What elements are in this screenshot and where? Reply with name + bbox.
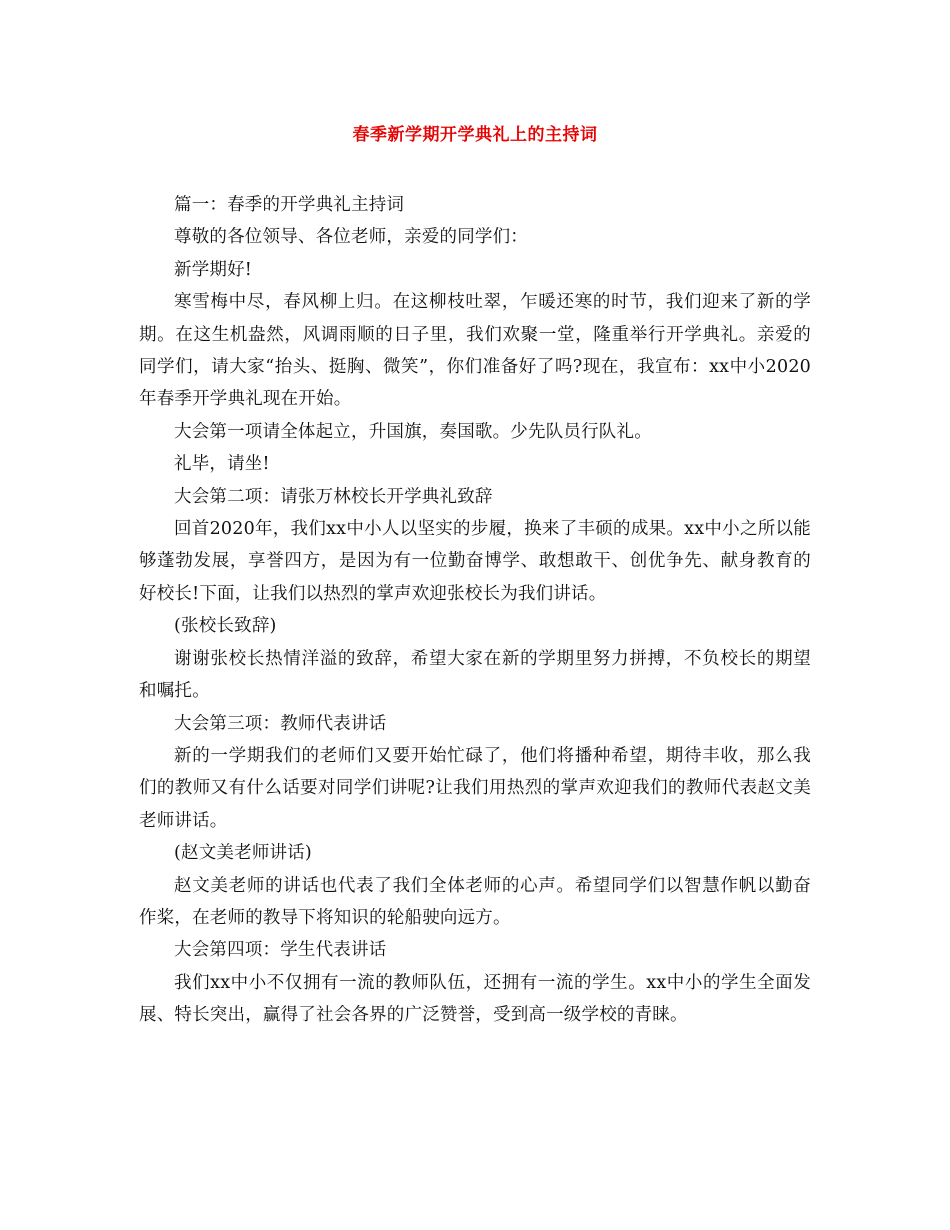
paragraph: 新学期好! bbox=[174, 259, 253, 280]
paragraph: (张校长致辞) bbox=[174, 616, 277, 637]
paragraph: 大会第二项：请张万林校长开学典礼致辞 bbox=[174, 486, 493, 507]
paragraph: 我们xx中小不仅拥有一流的教师队伍，还拥有一流的学生。xx中小的学生全面发展、特长突出，赢得了社会各界的广泛赞誉，受到高一级学校的青睐。 bbox=[139, 972, 811, 1026]
paragraph: 寒雪梅中尽，春风柳上归。在这柳枝吐翠，乍暖还寒的时节，我们迎来了新的学期。在这生机盎然，风调雨顺的日子里，我们欢聚一堂，隆重举行开学典礼。亲爱的同学们，请大家“抬头、挺胸、微笑”，你们准备好了吗?现在，我宣布：xx中小2020年春季开学典礼现在开始。 bbox=[139, 292, 811, 410]
paragraph: 谢谢张校长热情洋溢的致辞，希望大家在新的学期里努力拼搏，不负校长的期望和嘱托。 bbox=[139, 648, 811, 702]
paragraph: 大会第三项：教师代表讲话 bbox=[174, 713, 387, 734]
paragraph: 大会第四项：学生代表讲话 bbox=[174, 940, 387, 961]
paragraph: 尊敬的各位领导、各位老师，亲爱的同学们： bbox=[174, 227, 528, 248]
paragraph: 赵文美老师的讲话也代表了我们全体老师的心声。希望同学们以智慧作帆以勤奋作桨，在老师的教导下将知识的轮船驶向远方。 bbox=[139, 875, 811, 928]
paragraph: 回首2020年，我们xx中小人以坚实的步履，换来了丰硕的成果。xx中小之所以能够蓬勃发展，享誉四方，是因为有一位勤奋博学、敢想敢干、创优争先、献身教育的好校长!下面，让我们以热烈的掌声欢迎张校长为我们讲话。 bbox=[139, 519, 811, 604]
paragraph: 篇一：春季的开学典礼主持词 bbox=[174, 195, 405, 215]
document-body bbox=[139, 189, 811, 1032]
document-title: 春季新学期开学典礼上的主持词 bbox=[352, 125, 598, 145]
paragraph: 新的一学期我们的老师们又要开始忙碌了，他们将播种希望，期待丰收，那么我们的教师又有什么话要对同学们讲呢?让我们用热烈的掌声欢迎我们的教师代表赵文美老师讲话。 bbox=[139, 745, 811, 831]
paragraph: 礼毕，请坐! bbox=[174, 454, 270, 475]
paragraph: (赵文美老师讲话) bbox=[174, 843, 312, 864]
paragraph: 大会第一项请全体起立，升国旗，奏国歌。少先队员行队礼。 bbox=[174, 421, 652, 442]
